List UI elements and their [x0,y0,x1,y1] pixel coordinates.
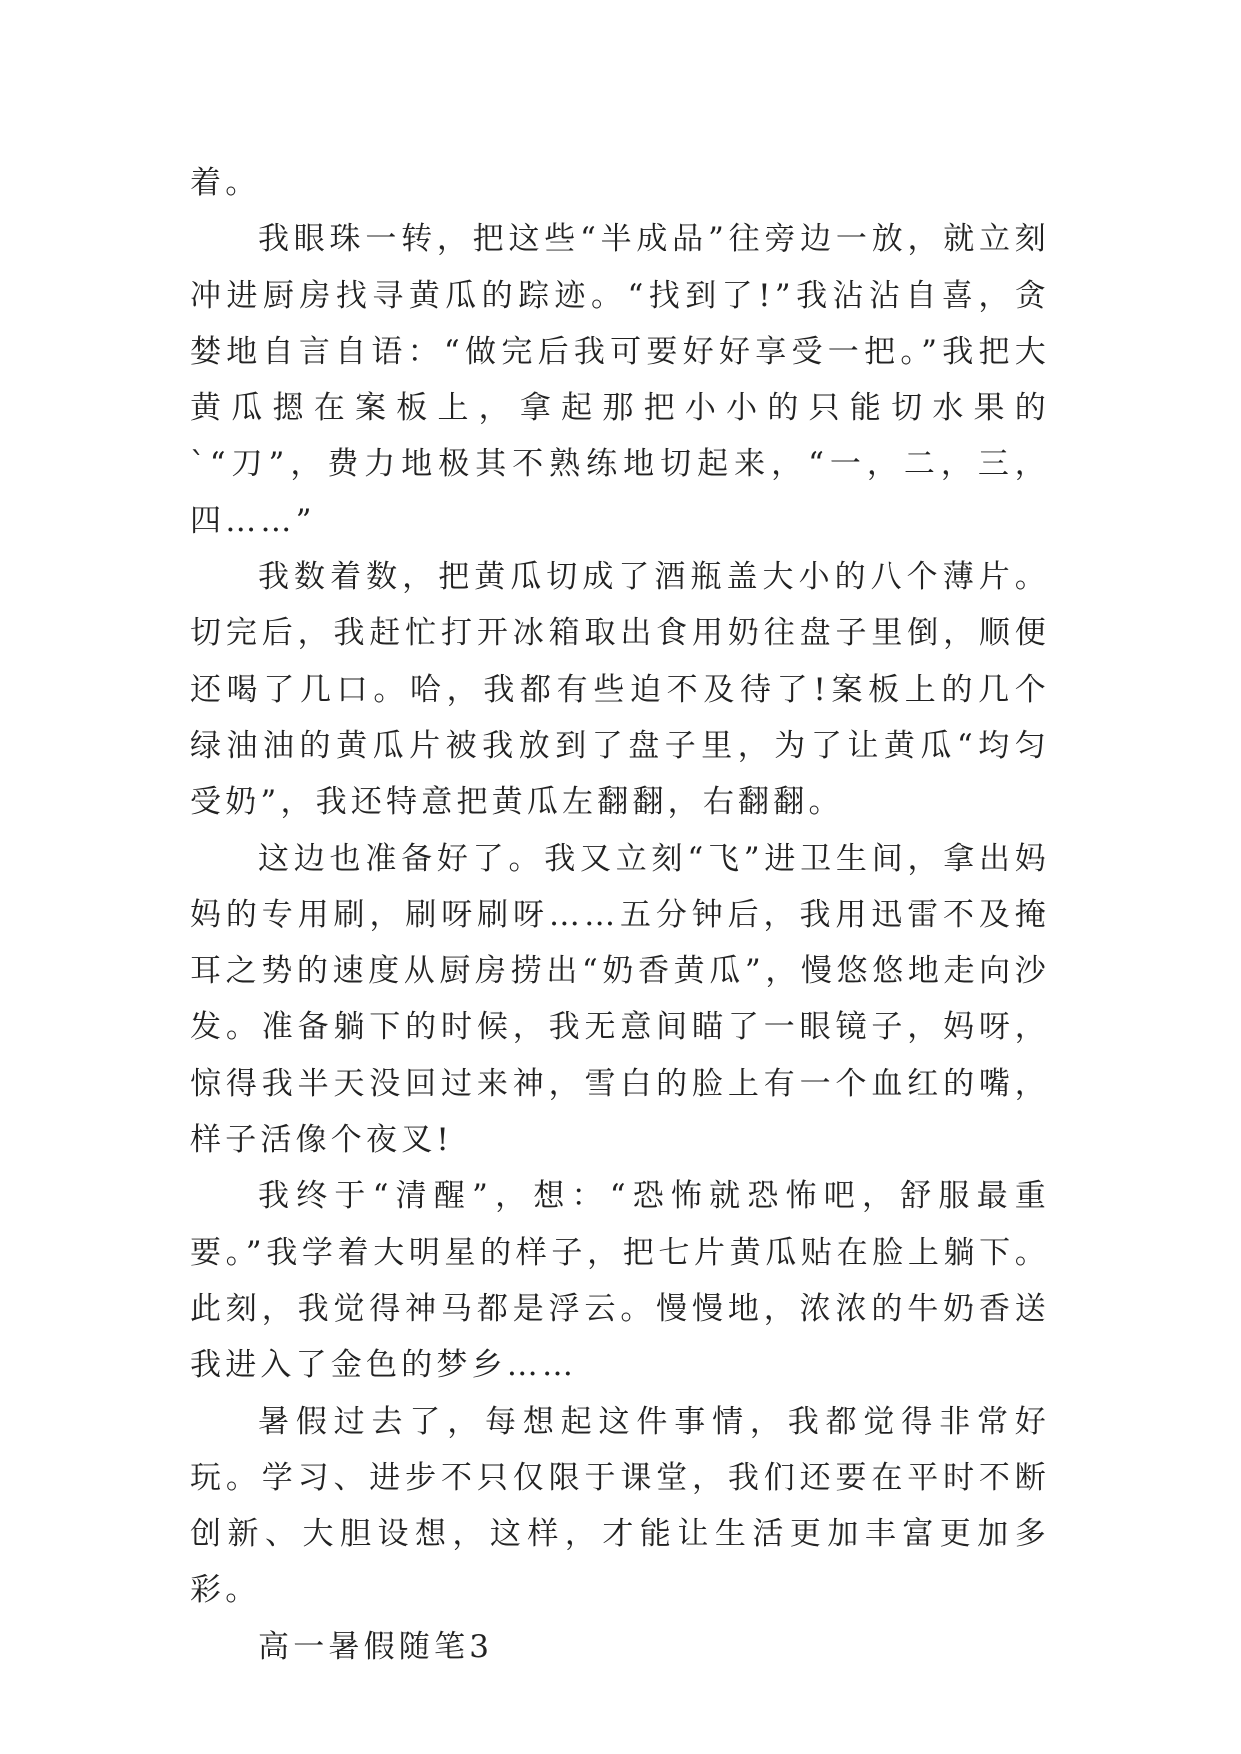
section-heading: 高一暑假随笔3 [258,1628,494,1665]
paragraph-continuation: 着。 [190,165,261,201]
paragraph-lying-down: 我终于“清醒”，想：“恐怖就恐怖吧，舒服最重要。”我学着大明星的样子，把七片黄瓜贴在脸上躺下。此刻，我觉得神马都是浮云。慢慢地，浓浓的牛奶香送我进入了金色的梦乡…… [190,1178,1050,1384]
paragraph-conclusion: 暑假过去了，每想起这件事情，我都觉得非常好玩。学习、进步不只仅限于课堂，我们还要在平时不断创新、大胆设想，这样，才能让生活更加丰富更加多彩。 [190,1403,1050,1609]
document-body [190,155,1050,1675]
paragraph-mirror: 这边也准备好了。我又立刻“飞”进卫生间，拿出妈妈的专用刷，刷呀刷呀……五分钟后，我用迅雷不及掩耳之势的速度从厨房捞出“奶香黄瓜”，慢悠悠地走向沙发。准备躺下的时候，我无意间瞄了一眼镜子，妈呀，惊得我半天没回过来神，雪白的脸上有一个血红的嘴，样子活像个夜叉! [190,840,1050,1159]
paragraph-slicing-cucumber: 我数着数，把黄瓜切成了酒瓶盖大小的八个薄片。切完后，我赶忙打开冰箱取出食用奶往盘子里倒，顺便还喝了几口。哈，我都有些迫不及待了!案板上的几个绿油油的黄瓜片被我放到了盘子里，为了让黄瓜“均匀受奶”，我还特意把黄瓜左翻翻，右翻翻。 [190,559,1050,821]
paragraph-finding-cucumber: 我眼珠一转，把这些“半成品”往旁边一放，就立刻冲进厨房找寻黄瓜的踪迹。“找到了!”我沾沾自喜，贪婪地自言自语：“做完后我可要好好享受一把。”我把大黄瓜摁在案板上，拿起那把小小的只能切水果的`“刀”，费力地极其不熟练地切起来，“一，二，三，四……” [190,221,1050,539]
